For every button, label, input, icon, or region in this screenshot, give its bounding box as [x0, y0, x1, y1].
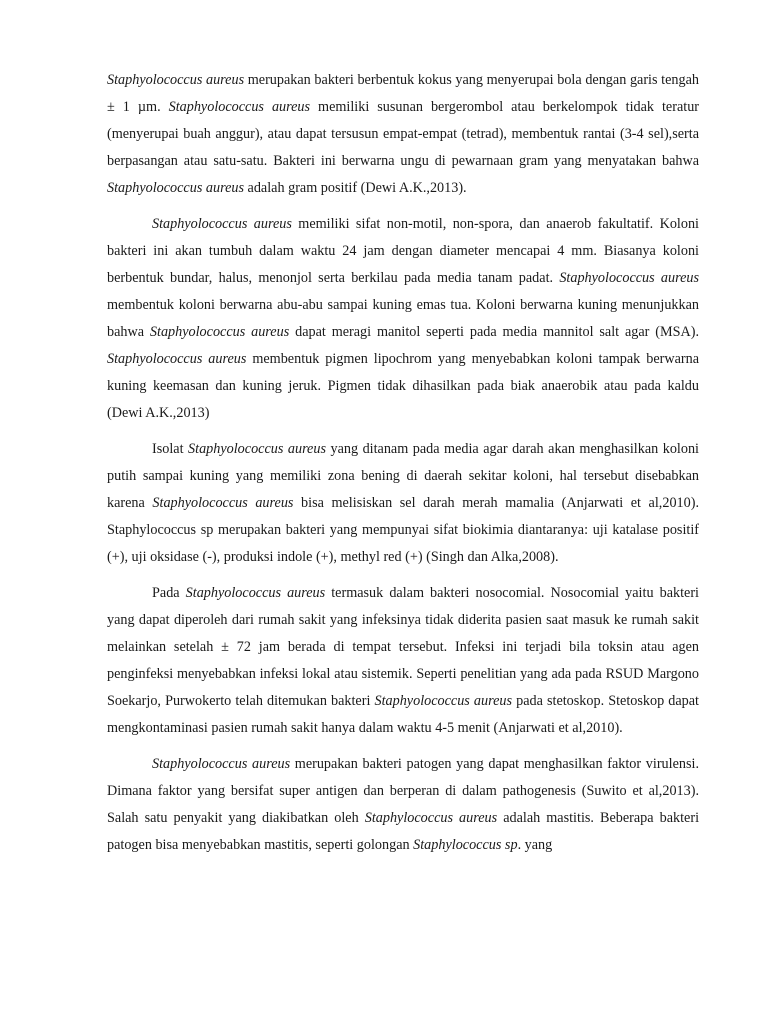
text-segment: Pada	[152, 585, 186, 601]
text-segment: memiliki susunan bergerombol atau berkelompok tidak teratur (menyerupai buah anggur), atau dapat tersusun empat-empat (tetrad), membentuk rantai (3-4 sel),serta berpasangan atau satu-satu. Bakteri ini berwarna ungu di pewarnaan gram yang menyatakan bahwa	[107, 99, 700, 169]
text-segment: bisa melisiskan sel darah merah mamalia (Anjarwati et al,2010). Staphylococcus sp merupakan bakteri yang mempunyai sifat biokimia diantaranya: uji katalase positif (+), uji oksidase (-), produksi indole (+), methyl red (+) (Singh dan Alka,2008).	[107, 495, 699, 565]
paragraph	[107, 211, 699, 427]
italic-species-name: Staphyolococcus aureus	[185, 585, 326, 601]
italic-species-name: Staphyolococcus aureus	[152, 756, 291, 772]
paragraph	[107, 580, 699, 742]
text-segment: membentuk koloni berwarna abu-abu sampai kuning emas tua. Koloni berwarna kuning menunjukkan bahwa	[107, 297, 699, 340]
italic-species-name: Staphyolococcus aureus	[107, 351, 247, 367]
text-segment: merupakan bakteri berbentuk kokus yang menyerupai bola dengan garis tengah ± 1 µm.	[107, 72, 699, 115]
italic-species-name: Staphyolococcus aureus	[374, 693, 513, 709]
paragraph	[107, 67, 699, 202]
text-segment: yang ditanam pada media agar darah akan menghasilkan koloni putih sampai kuning yang memiliki zona bening di daerah sekitar koloni, hal tersebut disebabkan karena	[107, 441, 699, 511]
text-segment: dapat meragi manitol seperti pada media mannitol salt agar (MSA).	[289, 324, 699, 340]
text-segment: termasuk dalam bakteri nosocomial. Nosocomial yaitu bakteri yang dapat diperoleh dari rumah sakit yang infeksinya tidak diderita pasien saat masuk ke rumah sakit melainkan setelah ± 72 jam berada di tempat tersebut. Infeksi ini terjadi bila toksin atau agen penginfeksi menyebabkan infeksi lokal atau sistemik. Seperti penelitian yang ada pada RSUD Margono Soekarjo, Purwokerto telah ditemukan bakteri	[107, 585, 699, 709]
text-segment: adalah mastitis. Beberapa bakteri patogen bisa menyebabkan mastitis, seperti golongan	[107, 810, 700, 853]
paragraph	[107, 436, 699, 571]
text-segment: pada stetoskop. Stetoskop dapat mengkontaminasi pasien rumah sakit hanya dalam waktu 4-5 menit (Anjarwati et al,2010).	[107, 693, 699, 736]
text-segment: membentuk pigmen lipochrom yang menyebabkan koloni tampak berwarna kuning keemasan dan kuning jeruk. Pigmen tidak dihasilkan pada biak anaerobik atau pada kaldu (Dewi A.K.,2013)	[107, 351, 699, 421]
italic-species-name: Staphyolococcus aureus	[559, 270, 699, 286]
text-segment: Isolat	[152, 441, 189, 457]
italic-species-name: Staphylococcus aureus	[364, 810, 498, 826]
italic-species-name: Staphyolococcus aureus	[152, 216, 292, 232]
italic-species-name: Staphyolococcus aureus	[152, 495, 294, 511]
italic-species-name: Staphyolococcus aureus	[149, 324, 290, 340]
italic-species-name: Staphyolococcus aureus	[168, 99, 311, 115]
document-body	[107, 67, 699, 859]
text-segment: merupakan bakteri patogen yang dapat menghasilkan faktor virulensi. Dimana faktor yang bersifat super antigen dan berperan di dalam pathogenesis (Suwito et al,2013). Salah satu penyakit yang diakibatkan oleh	[107, 756, 699, 826]
italic-species-name: Staphylococcus sp	[413, 837, 518, 853]
italic-species-name: Staphyolococcus aureus	[107, 180, 244, 196]
text-segment: adalah gram positif (Dewi A.K.,2013).	[243, 180, 467, 196]
paragraph	[107, 751, 699, 859]
italic-species-name: Staphyolococcus aureus	[107, 72, 245, 88]
text-segment: . yang	[517, 837, 553, 853]
text-segment: memiliki sifat non-motil, non-spora, dan anaerob fakultatif. Koloni bakteri ini akan tumbuh dalam waktu 24 jam dengan diameter mencapai 4 mm. Biasanya koloni berbentuk bundar, halus, menonjol serta berkilau pada media tanam padat.	[107, 216, 699, 286]
italic-species-name: Staphyolococcus aureus	[188, 441, 326, 457]
